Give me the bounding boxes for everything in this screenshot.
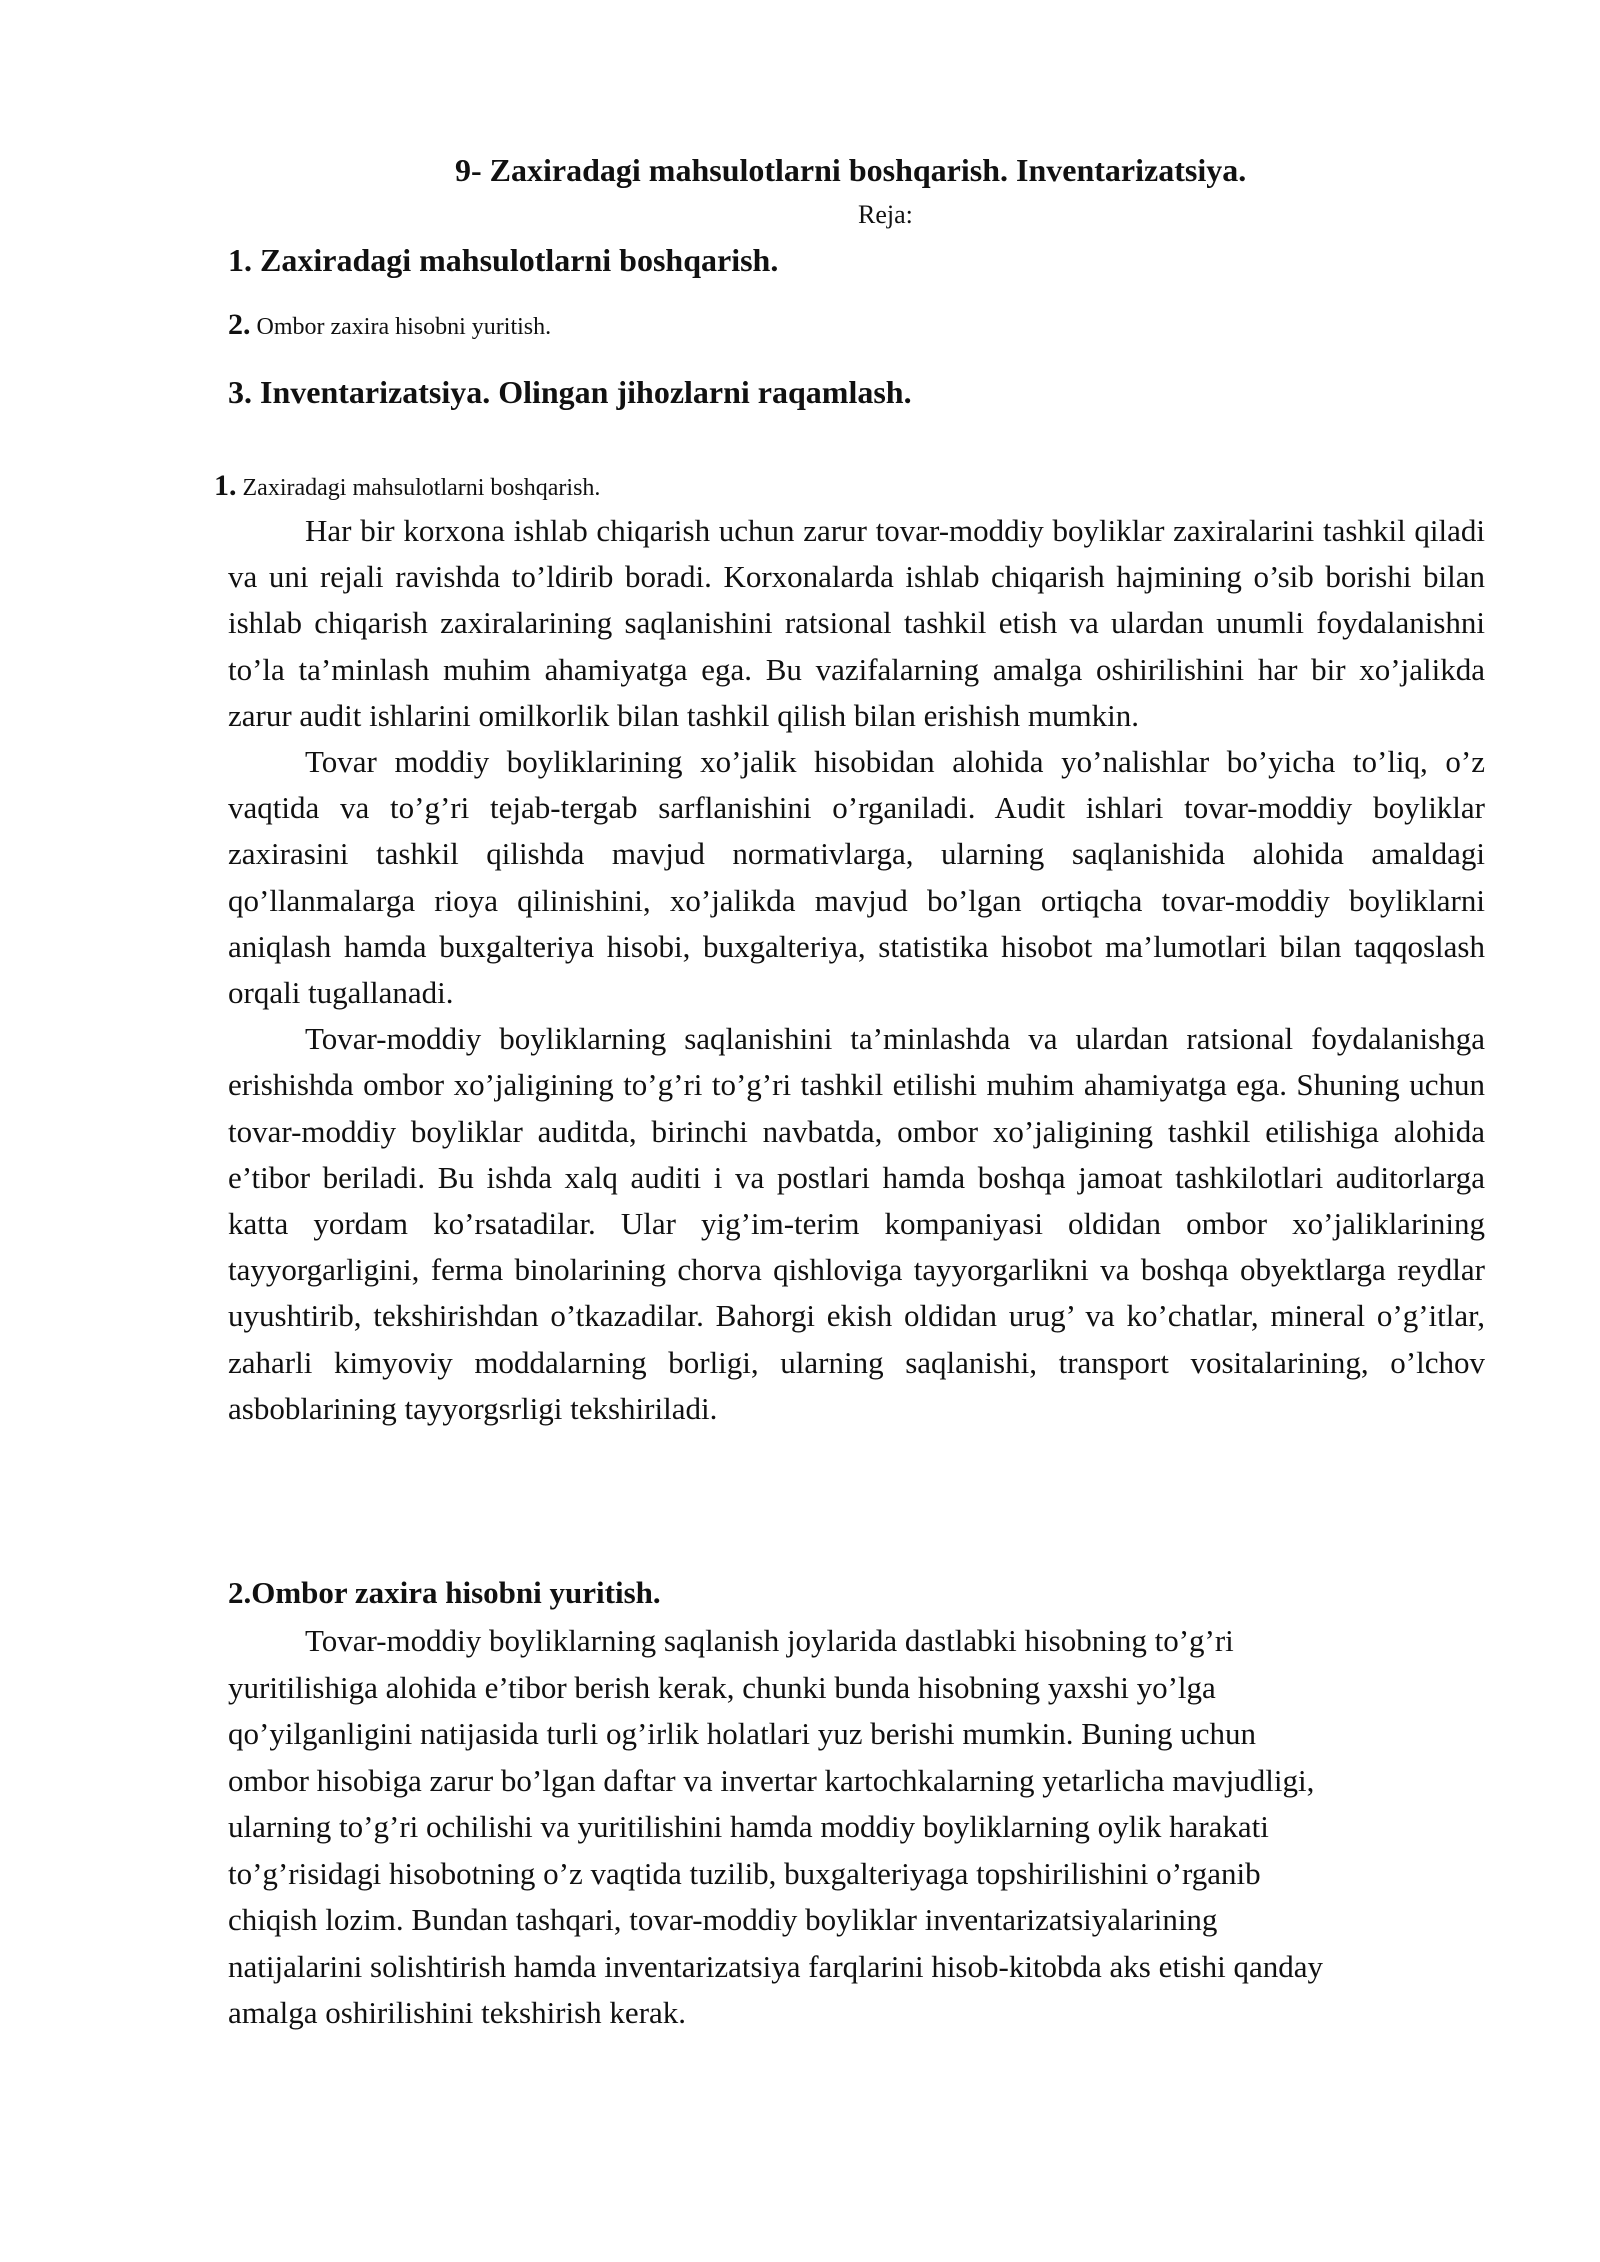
paragraph: Tovar-moddiy boyliklarning saqlanishini ta’minlashda va ulardan ratsional foydalanishga erishishda ombor xo’jaligining to’g’ri to’g’ri tashkil etilishi muhim ahamiyatga ega. Shuning uchun tovar-moddiy boyliklar auditda, birinchi navbatda, ombor xo’jaligining tashkil etilishiga alohida e’tibor beriladi. Bu ishda xalq auditi i va postlari hamda boshqa jamoat tashkilotlari auditorlarga katta yordam ko’rsatadilar. Ular yig’im-terim kompaniyasi oldidan ombor xo’jaliklarining tayyorgarligini, ferma binolarining chorva qishloviga tayyorgarlikni va boshqa obyektlarga reydlar uyushtirib, tekshirishdan o’tkazadilar. Bahorgi ekish oldidan urug’ va ko’chatlar, mineral o’g’itlar, zaharli kimyoviy moddalarning borligi, ularning saqlanishi, transport vositalarining, o’lchov asboblarining tayyorgsrligi tekshiriladi. bbox=[228, 1021, 1485, 1426]
plan-item-text: Ombor zaxira hisobni yuritish. bbox=[250, 314, 552, 340]
paragraph-line: ombor hisobiga zarur bo’lgan daftar va invertar kartochkalarning yetarlicha mavjudligi, bbox=[228, 1762, 1315, 1798]
section-heading-text: Zaxiradagi mahsulotlarni boshqarish. bbox=[236, 475, 601, 501]
paragraph: Tovar moddiy boyliklarining xo’jalik hisobidan alohida yo’nalishlar bo’yicha to’liq, o’z vaqtida va to’g’ri tejab-tergab sarflanishini o’rganiladi. Audit ishlari tovar-moddiy boyliklar zaxirasini tashkil qilishda mavjud normativlarga, ularning saqlanishida alohida amaldagi qo’llanmalarga rioya qilinishini, xo’jalikda mavjud bo’lgan ortiqcha tovar-moddiy boyliklarni aniqlash hamda buxgalteriya hisobi, buxgalteriya, statistika hisobot ma’lumotlari bilan taqqoslash orqali tugallanadi. bbox=[228, 744, 1485, 1011]
paragraph-line: Tovar-moddiy boyliklarning saqlanish joylarida dastlabki hisobning to’g’ri bbox=[305, 1623, 1234, 1658]
section-number: 1. bbox=[214, 469, 237, 502]
paragraph-line: ularning to’g’ri ochilishi va yuritilishini hamda moddiy boyliklarning oylik harakati bbox=[228, 1809, 1269, 1844]
document-title: 9- Zaxiradagi mahsulotlarni boshqarish. Inventarizatsiya. bbox=[455, 152, 1247, 188]
paragraph: Har bir korxona ishlab chiqarish uchun zarur tovar-moddiy boyliklar zaxiralarini tashkil qiladi va uni rejali ravishda to’ldirib boradi. Korxonalarda ishlab chiqarish hajmining o’sib borishi bilan ishlab chiqarish zaxiralarining saqlanishini ratsional tashkil etish va ulardan unumli foydalanishni to’la ta’minlash muhim ahamiyatga ega. Bu vazifalarning amalga oshirilishini har bir xo’jalikda zarur audit ishlarini omilkorlik bilan tashkil qilish bilan erishish mumkin. bbox=[228, 513, 1485, 733]
plan-item-number: 1. bbox=[228, 242, 252, 278]
plan-item-number: 2. bbox=[228, 308, 251, 341]
plan-item-3 bbox=[228, 370, 912, 414]
plan-item-text: Inventarizatsiya. Olingan jihozlarni raqamlash. bbox=[252, 374, 912, 410]
plan-item-2 bbox=[228, 306, 551, 346]
paragraph-line: yuritilishiga alohida e’tibor berish kerak, chunki bunda hisobning yaxshi yo’lga bbox=[228, 1669, 1216, 1705]
section-2-heading: 2.Ombor zaxira hisobni yuritish. bbox=[228, 1575, 661, 1610]
paragraph-line: natijalarini solishtirish hamda inventarizatsiya farqlarini hisob-kitobda aks etishi qanday bbox=[228, 1948, 1324, 1984]
paragraph-line: chiqish lozim. Bundan tashqari, tovar-moddiy boyliklar inventarizatsiyalarining bbox=[228, 1902, 1218, 1937]
paragraph-line: amalga oshirilishini tekshirish kerak. bbox=[228, 1995, 687, 2030]
plan-label: Reja: bbox=[858, 200, 913, 229]
section-1-body bbox=[228, 508, 1485, 1432]
plan-item-text: Zaxiradagi mahsulotlarni boshqarish. bbox=[252, 242, 779, 278]
section-1-heading bbox=[214, 466, 600, 508]
paragraph-line: to’g’risidagi hisobotning o’z vaqtida tuzilib, buxgalteriyaga topshirilishini o’rganib bbox=[228, 1855, 1261, 1891]
section-2-body bbox=[228, 1618, 1485, 2037]
paragraph-line: qo’yilganligini natijasida turli og’irlik holatlari yuz berishi mumkin. Buning uchun bbox=[228, 1716, 1257, 1751]
plan-item-1 bbox=[228, 238, 778, 282]
plan-item-number: 3. bbox=[228, 374, 252, 410]
